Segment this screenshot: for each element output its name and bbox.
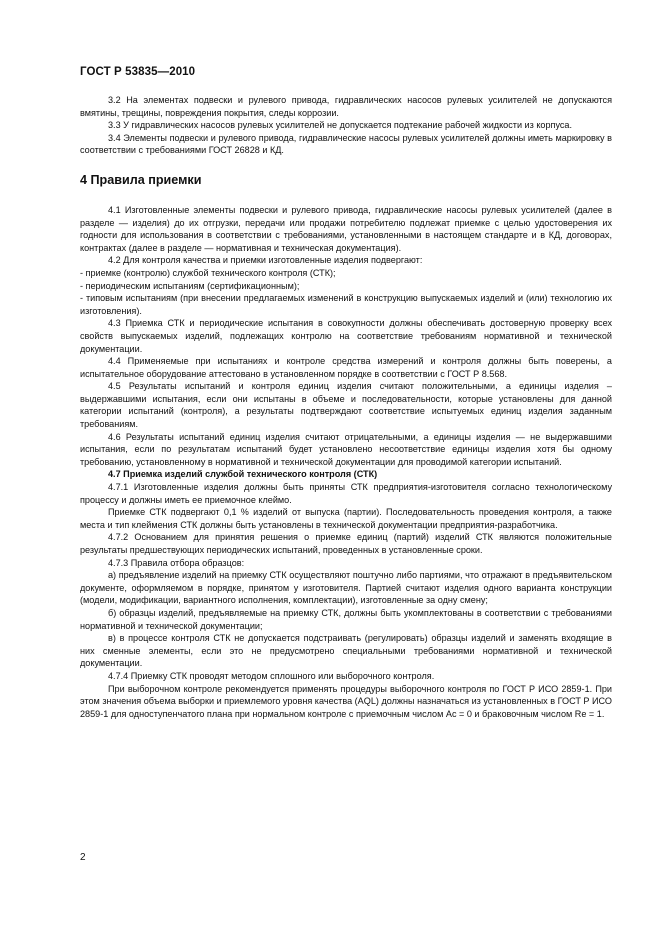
list-item-4-2-a: - приемке (контролю) службой технического контроля (СТК); bbox=[80, 267, 336, 278]
list-item-4-7-3-c: в) в процессе контроля СТК не допускается подстраивать (регулировать) образцы изделий и заменять входящие в них сменные элементы, если это не предусмотрено специальными требованиями нормативной и технической документации. bbox=[80, 633, 612, 669]
paragraph-3-4: 3.4 Элементы подвески и рулевого привода, гидравлические насосы рулевых усилителей должны иметь маркировку в соответствии с требованиями ГОСТ 26828 и КД. bbox=[80, 132, 612, 156]
page-number: 2 bbox=[80, 852, 86, 863]
list-item-4-7-3-a: а) предъявление изделий на приемку СТК осуществляют поштучно либо партиями, что отражают в предъявительском документе, оформляемом в порядке, принятом у изготовителя. Партией считают изделия одного варианта конструкции (модели, модификации, вариантного исполнения, комплектации), изготовленные за одну смену; bbox=[80, 570, 612, 606]
paragraph-3-2: 3.2 На элементах подвески и рулевого привода, гидравлических насосов рулевых усилителей не допускаются вмятины, трещины, повреждения покрытия, следы коррозии. bbox=[80, 95, 612, 118]
subsection-4-7-title: 4.7 Приемка изделий службой технического контроля (СТК) bbox=[108, 469, 378, 480]
paragraph-4-5: 4.5 Результаты испытаний и контроля единиц изделия считают положительными, а единицы изделия – выдержавшими испытания, если они испытаны в объеме и последовательности, которые установлены для данной категории испытаний (контроля), а результаты подтверждают соответствие испытуемых единиц изделия заданным требованиям. bbox=[80, 381, 612, 430]
paragraph-4-7-1-b: Приемке СТК подвергают 0,1 % изделий от выпуска (партии). Последовательность проведения контроля, а также места и тип клеймения СТК должны быть установлены в технической документации предприятия-разработчика. bbox=[80, 507, 612, 530]
document-body bbox=[80, 94, 612, 720]
paragraph-4-7-3: 4.7.3 Правила отбора образцов: bbox=[108, 557, 245, 568]
section-4-heading: 4 Правила приемки bbox=[80, 172, 202, 187]
paragraph-3-3: 3.3 У гидравлических насосов рулевых усилителей не допускается подтекание рабочей жидкости из корпуса. bbox=[108, 120, 573, 131]
document-header: ГОСТ Р 53835—2010 bbox=[80, 66, 196, 78]
paragraph-4-7-4: 4.7.4 Приемку СТК проводят методом сплошного или выборочного контроля. bbox=[108, 670, 435, 681]
paragraph-4-2: 4.2 Для контроля качества и приемки изготовленные изделия подвергают: bbox=[108, 255, 423, 266]
list-item-4-7-3-b: б) образцы изделий, предъявляемые на приемку СТК, должны быть укомплектованы в соответствии с требованиями нормативной и технической документации; bbox=[80, 607, 612, 631]
paragraph-4-3: 4.3 Приемка СТК и периодические испытания в совокупности должны обеспечивать достоверную проверку всех свойств выпускаемых изделий, подлежащих контролю на соответствие требованиям нормативной и технической документации. bbox=[80, 318, 612, 354]
paragraph-4-6: 4.6 Результаты испытаний единиц изделия считают отрицательными, а единицы изделия — не выдержавшими испытания, если по результатам испытаний будет установлено несоответствие единицы изделия хотя бы одному требованию, установленному в нормативной и технической документации для проводимой категории испытаний. bbox=[80, 431, 612, 467]
paragraph-4-4: 4.4 Применяемые при испытаниях и контроле средства измерений и контроля должны быть поверены, а испытательное оборудование аттестовано в установленном порядке в соответствии с ГОСТ Р 8.568. bbox=[80, 356, 612, 379]
paragraph-4-1: 4.1 Изготовленные элементы подвески и рулевого привода, гидравлические насосы рулевых усилителей (далее в разделе — изделия) до их отгрузки, передачи или продажи потребителю подлежат приемке с целью удостоверения их годности для использования в соответствии с требованиями, установленными в настоящем стандарте и в КД, договорах, контрактах (далее в разделе — нормативная и техническая документация). bbox=[80, 204, 612, 253]
list-item-4-2-b: - периодическим испытаниям (сертификационным); bbox=[80, 280, 300, 291]
paragraph-4-7-4-b: При выборочном контроле рекомендуется применять процедуры выборочного контроля по ГОСТ Р ИСО 2859-1. При этом значения объема выборки и приемлемого уровня качества (AQL) должны назначаться из установленных в ГОСТ Р ИСО 2859-1 для одноступенчатого плана при нормальном контроле с приемочным числом Ac = 0 и браковочным числом Re = 1. bbox=[80, 683, 612, 719]
paragraph-4-7-1: 4.7.1 Изготовленные изделия должны быть приняты СТК предприятия-изготовителя согласно технологическому процессу и должны иметь ее приемочное клеймо. bbox=[80, 482, 612, 505]
paragraph-4-7-2: 4.7.2 Основанием для принятия решения о приемке единиц (партий) изделий СТК являются положительные результаты предшествующих периодических испытаний, проведенных в установленные сроки. bbox=[80, 532, 612, 555]
list-item-4-2-c: - типовым испытаниям (при внесении предлагаемых изменений в конструкцию выпускаемых изделий и (или) технологию их изготовления). bbox=[80, 293, 612, 316]
